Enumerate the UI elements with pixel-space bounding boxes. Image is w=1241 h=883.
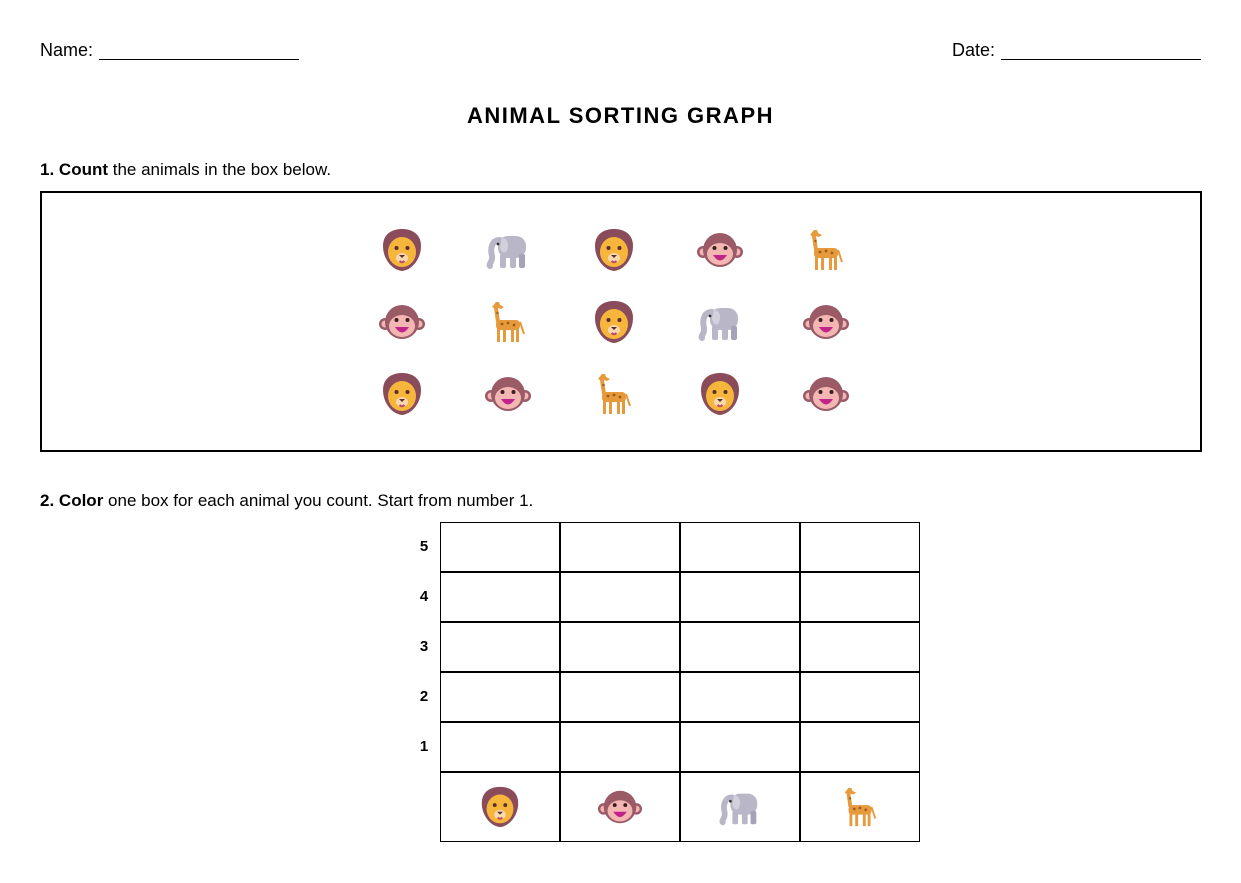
graph-y-label: 3 (419, 638, 429, 655)
graph-cell[interactable] (560, 722, 680, 772)
monkey-icon (802, 298, 850, 346)
step2-number: 2. (40, 491, 55, 510)
monkey-icon (378, 298, 426, 346)
animal-count-box (40, 191, 1202, 452)
name-field (40, 40, 299, 60)
instruction-step-1 (40, 160, 331, 180)
step1-bold-word: Count (58, 160, 109, 179)
graph-cell[interactable] (800, 522, 920, 572)
giraffe-icon (590, 370, 638, 418)
graph-cell[interactable] (680, 522, 800, 572)
graph-y-label: 4 (419, 588, 429, 605)
lion-icon (590, 298, 638, 346)
giraffe-icon (837, 784, 883, 830)
date-field (952, 40, 1201, 60)
graph-cell[interactable] (560, 522, 680, 572)
monkey-icon (484, 370, 532, 418)
graph-cell[interactable] (680, 722, 800, 772)
name-blank-line[interactable] (99, 43, 299, 60)
graph-cell[interactable] (800, 622, 920, 672)
elephant-icon (696, 298, 744, 346)
monkey-icon (597, 784, 643, 830)
giraffe-icon (484, 298, 532, 346)
graph-cell[interactable] (440, 572, 560, 622)
graph-cell[interactable] (560, 572, 680, 622)
graph-cell[interactable] (560, 672, 680, 722)
graph-cell[interactable] (680, 572, 800, 622)
graph-cell[interactable] (440, 622, 560, 672)
graph-cell[interactable] (680, 622, 800, 672)
lion-icon (696, 370, 744, 418)
graph-cell[interactable] (440, 672, 560, 722)
date-label: Date: (951, 40, 995, 60)
graph-cell[interactable] (800, 722, 920, 772)
page-title: ANIMAL SORTING GRAPH (466, 103, 775, 128)
name-label: Name: (40, 40, 94, 60)
graph-cell[interactable] (800, 672, 920, 722)
step2-bold-word: Color (58, 491, 104, 510)
monkey-icon (802, 370, 850, 418)
lion-icon (477, 784, 523, 830)
step2-text: one box for each animal you count. Start from number 1. (103, 491, 534, 510)
graph-cell[interactable] (680, 672, 800, 722)
graph-y-label: 1 (419, 738, 429, 755)
graph-cell[interactable] (440, 522, 560, 572)
monkey-icon (696, 226, 744, 274)
giraffe-icon (802, 226, 850, 274)
lion-icon (590, 226, 638, 274)
graph-cell[interactable] (560, 622, 680, 672)
elephant-icon (717, 784, 763, 830)
date-blank-line[interactable] (1001, 43, 1201, 60)
step1-number: 1. (40, 160, 55, 179)
lion-icon (378, 370, 426, 418)
graph-cell[interactable] (440, 722, 560, 772)
graph-y-label: 5 (419, 538, 429, 555)
graph-cell[interactable] (800, 572, 920, 622)
graph-y-label: 2 (419, 688, 429, 705)
step1-text: the animals in the box below. (108, 160, 332, 179)
instruction-step-2 (40, 491, 533, 511)
elephant-icon (484, 226, 532, 274)
lion-icon (378, 226, 426, 274)
